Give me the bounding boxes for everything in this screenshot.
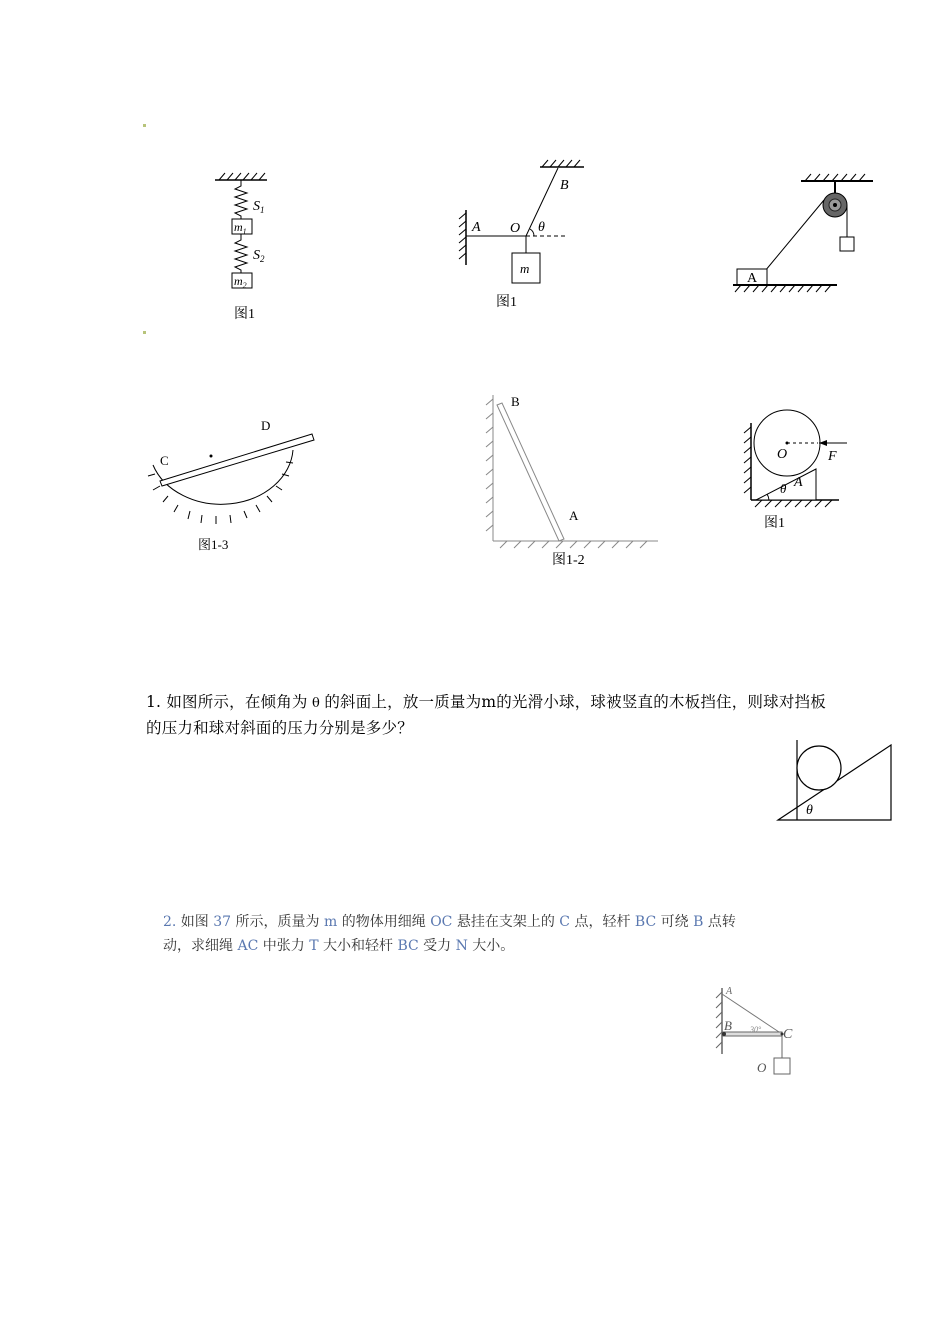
svg-text:m1: $m_1$ [234, 220, 247, 236]
figure-bowl-rod [140, 410, 330, 560]
figure-pulley [725, 165, 885, 300]
svg-text:A: A [472, 220, 481, 235]
figure-incline-ball [775, 740, 895, 825]
caption-bowl-rod: 图1-3 [198, 537, 229, 552]
svg-text:C: C [783, 1027, 793, 1042]
svg-text:S2: $S_2$ [253, 248, 265, 264]
svg-text:S1: $S_1$ [253, 199, 265, 215]
caption-ladder: 图1-2 [552, 553, 585, 568]
svg-text:A: A [726, 986, 733, 997]
svg-text:θ: θ [806, 803, 813, 818]
caption-springs: 图1 [234, 307, 255, 322]
svg-text:D: D [261, 418, 271, 433]
question-2: 2. 如图 37 所示，质量为 m 的物体用细绳 OC 悬挂在支架上的 C 点，轻杆 BC 可绕 B 点转动，求细绳 AC 中张力 T 大小和轻杆 BC 受力 N 大小。 [163, 914, 736, 954]
marker-dot [143, 124, 146, 127]
svg-text:B: B [560, 178, 569, 193]
q1-text-part1: 1. 如图所示，在倾角为 [146, 693, 308, 711]
svg-text:O: O [510, 221, 521, 236]
svg-text:m2: $m_2$ [234, 274, 247, 290]
figure-ball-wedge [735, 405, 860, 535]
svg-text:B: B [511, 394, 520, 409]
svg-text:O: O [777, 447, 788, 462]
svg-text:A: A [747, 271, 758, 286]
question-1 [146, 690, 826, 740]
svg-text:B: B [724, 1018, 732, 1033]
figure-rope-mass [450, 155, 600, 315]
svg-text:30°: 30° [750, 1025, 762, 1034]
svg-text:A: A [569, 508, 579, 523]
svg-text:θ: θ [538, 220, 545, 235]
svg-text:θ: θ [780, 481, 787, 496]
svg-text:C: C [160, 453, 169, 468]
figure-ladder [480, 385, 665, 570]
svg-text:A: A [794, 475, 803, 490]
figure-springs [205, 170, 285, 330]
svg-text:m: m [520, 261, 530, 276]
q1-text-part2: 的斜面上，放一质量为m的光滑小球，球被竖直的木板挡住，则球对挡板的压力和球对斜面的压力分别是多少？ [146, 693, 826, 737]
q1-theta: θ [307, 696, 325, 711]
svg-text:O: O [757, 1060, 767, 1075]
caption-rope-mass: 图1 [496, 295, 517, 310]
marker-dot [143, 331, 146, 334]
caption-ball-wedge: 图1 [764, 516, 785, 531]
svg-text:F: F [828, 449, 837, 464]
figure-bracket [710, 980, 810, 1080]
